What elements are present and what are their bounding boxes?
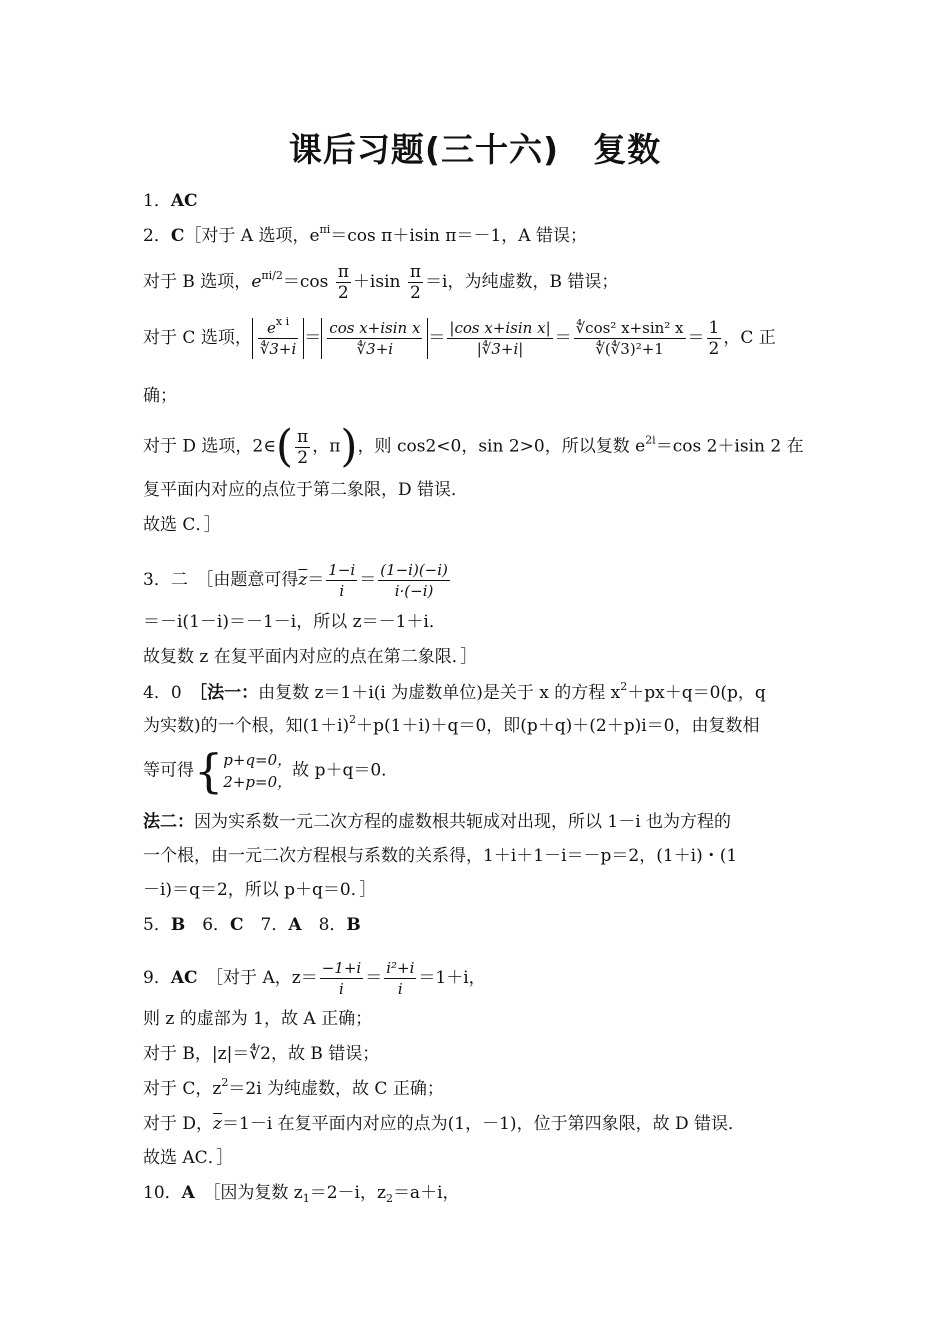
answer-1	[143, 189, 808, 213]
text: ［对于 A 选项，e	[184, 226, 320, 246]
q-answer: B	[170, 915, 186, 935]
superscript: 2	[349, 713, 357, 726]
answer-4-line-c	[143, 744, 808, 798]
answer-4-line-a	[143, 681, 808, 705]
text: 4．0	[143, 683, 199, 703]
superscript: πi	[319, 223, 331, 236]
q-number: 1．	[143, 191, 171, 211]
answer-10-line-a	[143, 1181, 808, 1205]
denominator: ∜3+i	[356, 340, 394, 358]
equation: 2+p=0，	[223, 773, 293, 791]
answer-9-line-f: 故选 AC．］	[143, 1148, 234, 1168]
text: 对于 B 选项，	[143, 272, 252, 292]
q-number: 10．	[143, 1183, 182, 1203]
answer-4-line-b	[143, 714, 808, 738]
math: e	[251, 272, 262, 292]
denominator: i	[339, 980, 344, 998]
q-answer: AC	[170, 968, 198, 988]
fraction	[384, 958, 416, 999]
text: ＝2i 为纯虚数，故 C 正确；	[228, 1079, 444, 1099]
denominator: ∜(∜3)²+1	[595, 340, 664, 358]
answer-9-line-a: 9．AC ［对于 A，z＝ $\frac{-1+i}{i}$ ＝ $\frac{\text{i²+i}}{i}$ ＝1＋i，	[143, 959, 486, 998]
equation: p+q=0，	[223, 751, 293, 769]
answer-3-line-c: 故复数 z 在复平面内对应的点在第二象限．］	[143, 647, 478, 667]
text: ＋px＋q＝0(p，q	[627, 683, 766, 703]
answer-2-line-g: 故选 C．］	[143, 515, 221, 535]
text: ＝a＋i，	[392, 1183, 460, 1203]
math: $\overline{z}$	[298, 570, 308, 590]
text: 3．二 ［由题意可得	[143, 570, 299, 590]
subscript: 2	[385, 1192, 393, 1205]
q-number: 6．	[185, 915, 231, 935]
denominator: |∜3+i|	[476, 340, 524, 358]
superscript: x i	[275, 315, 290, 328]
numerator: 1	[708, 318, 720, 338]
fraction	[408, 262, 423, 303]
denominator: i	[339, 582, 345, 600]
equation-system	[223, 749, 292, 793]
answer-9-line-d	[143, 1077, 808, 1101]
abs-value	[252, 315, 304, 359]
text: 对于 D 选项，2∈	[143, 436, 276, 457]
numerator: 1−i	[328, 561, 356, 579]
q-number: 2．	[143, 226, 171, 246]
answer-2-line-e	[143, 421, 808, 472]
text: ，π	[312, 436, 341, 457]
answer-2-line-b	[143, 262, 808, 303]
q-answer: A	[288, 915, 302, 935]
text: ＝	[359, 570, 377, 590]
superscript: πi/2	[261, 269, 283, 282]
numerator: π	[409, 262, 422, 282]
answer-2-line-f: 复平面内对应的点位于第二象限，D 错误．	[143, 480, 469, 500]
q-number: 8．	[301, 915, 347, 935]
q-answer: C	[170, 226, 185, 246]
q-answer: B	[346, 915, 361, 935]
q-number: 7．	[243, 915, 289, 935]
text: ，则 cos2<0，sin 2>0，所以复数 e	[357, 436, 646, 457]
text: ＝1＋i，	[418, 968, 486, 988]
math: e	[267, 319, 276, 337]
text: 为实数)的一个根，知(1＋i)	[143, 716, 350, 736]
answer-3-line-a	[143, 560, 808, 601]
fraction	[574, 318, 686, 359]
denominator: 2	[410, 283, 421, 303]
math: $\overline{z}$	[213, 1114, 223, 1134]
text: ，C 正	[723, 328, 776, 348]
denominator: 2	[297, 447, 309, 468]
text: 对于 D，	[143, 1114, 214, 1134]
answer-9-line-e	[143, 1112, 808, 1136]
answer-9-line-b: 则 z 的虚部为 1，故 A 正确；	[143, 1009, 373, 1029]
text: 等可得	[143, 760, 194, 781]
denominator: i·(−i)	[394, 582, 434, 600]
answer-3-line-b: ＝－i(1－i)＝－1－i，所以 z＝－1＋i．	[143, 612, 446, 632]
text: ［对于 A，z＝	[197, 968, 318, 988]
text: ＝cos π＋isin π＝－1，A 错误；	[330, 226, 587, 246]
numerator: (1−i)(−i)	[380, 561, 448, 579]
q-number: 5．	[143, 915, 171, 935]
answer-4-line-f: －i)＝q＝2，所以 p＋q＝0．］	[143, 880, 377, 900]
paren: )	[340, 421, 358, 472]
numerator	[258, 315, 298, 339]
numerator: i²+i	[386, 959, 415, 977]
text: ［因为复数 z	[194, 1183, 303, 1203]
text: ＝i，为纯虚数，B 错误；	[425, 272, 619, 292]
q-answer: AC	[170, 191, 198, 211]
text: ＝	[307, 570, 325, 590]
fraction	[326, 560, 357, 601]
fraction	[707, 318, 722, 359]
fraction	[327, 318, 422, 359]
fraction	[320, 958, 363, 999]
answer-4-line-d	[143, 810, 808, 834]
q-answer: C	[230, 915, 244, 935]
answers-5-8	[143, 913, 808, 937]
text: ＝2－i，z	[309, 1183, 386, 1203]
denominator: 2	[708, 339, 720, 359]
denominator: ∜3+i	[259, 340, 297, 358]
fraction	[336, 262, 351, 303]
fraction	[258, 315, 298, 359]
answer-2-line-a	[143, 224, 808, 248]
answer-4-line-e: 一个根，由一元二次方程根与系数的关系得，1＋i＋1－i＝－p＝2，(1＋i)・(1	[143, 846, 738, 866]
text: ＝cos 2＋isin 2 在	[655, 436, 804, 457]
text: 对于 C 选项，	[143, 328, 252, 348]
method-label: ［法一：	[198, 683, 259, 703]
text: ＝cos	[282, 272, 334, 292]
numerator: π	[337, 262, 349, 282]
numerator: −1+i	[321, 959, 362, 977]
text: 因为实系数一元二次方程的虚数根共轭成对出现，所以 1－i 也为方程的	[194, 812, 732, 832]
answer-2-line-d: 确；	[143, 386, 177, 406]
text: ＋isin	[352, 272, 406, 292]
paren: (	[275, 421, 294, 472]
q-answer: A	[181, 1183, 195, 1203]
text: 对于 C，z	[143, 1079, 222, 1099]
superscript: 2i	[645, 433, 656, 447]
text: ＋p(1＋i)＋q＝0，即(p＋q)＋(2＋p)i＝0，由复数相	[356, 716, 760, 736]
page-title: 课后习题(三十六) 复数	[288, 130, 662, 169]
brace: {	[194, 744, 224, 798]
numerator: cos x+isin x	[329, 319, 421, 337]
answer-9-line-c: 对于 B，|z|＝∜2，故 B 错误；	[143, 1044, 380, 1064]
text: 故 p＋q＝0．	[292, 760, 399, 781]
fraction	[378, 560, 450, 601]
superscript: 2	[221, 1076, 229, 1089]
superscript: 2	[620, 680, 628, 693]
answer-2-line-c: 对于 C 选项， $\frac{e^{x i}}{∜3+i}$ ＝ $\frac{\text{cos x+isin x}}{∜3+i}$ ＝ $\frac{\text{|cos x+isin x|}}{|∜3+i|}$ ＝ $\frac{\text{∜cos² x+sin² x}}{\text{∜(∜3)²+1}}$ ＝ $\frac{1}{2}$ ，C 正	[143, 315, 776, 359]
subscript: 1	[302, 1192, 310, 1205]
numerator: π	[297, 426, 309, 447]
method-label: 法二：	[143, 812, 194, 832]
text: 由复数 z＝1＋i(i 为虚数单位)是关于 x 的方程 x	[258, 683, 621, 703]
denominator: 2	[337, 283, 349, 303]
q-number: 9．	[143, 968, 171, 988]
fraction	[295, 427, 310, 468]
numerator: |cos x+isin x|	[449, 319, 551, 337]
numerator: ∜cos² x+sin² x	[575, 319, 684, 337]
denominator: i	[397, 980, 403, 998]
text: ＝1－i 在复平面内对应的点为(1，－1)，位于第四象限，故 D 错误．	[222, 1114, 746, 1134]
abs-value	[321, 318, 428, 359]
fraction	[447, 318, 552, 359]
